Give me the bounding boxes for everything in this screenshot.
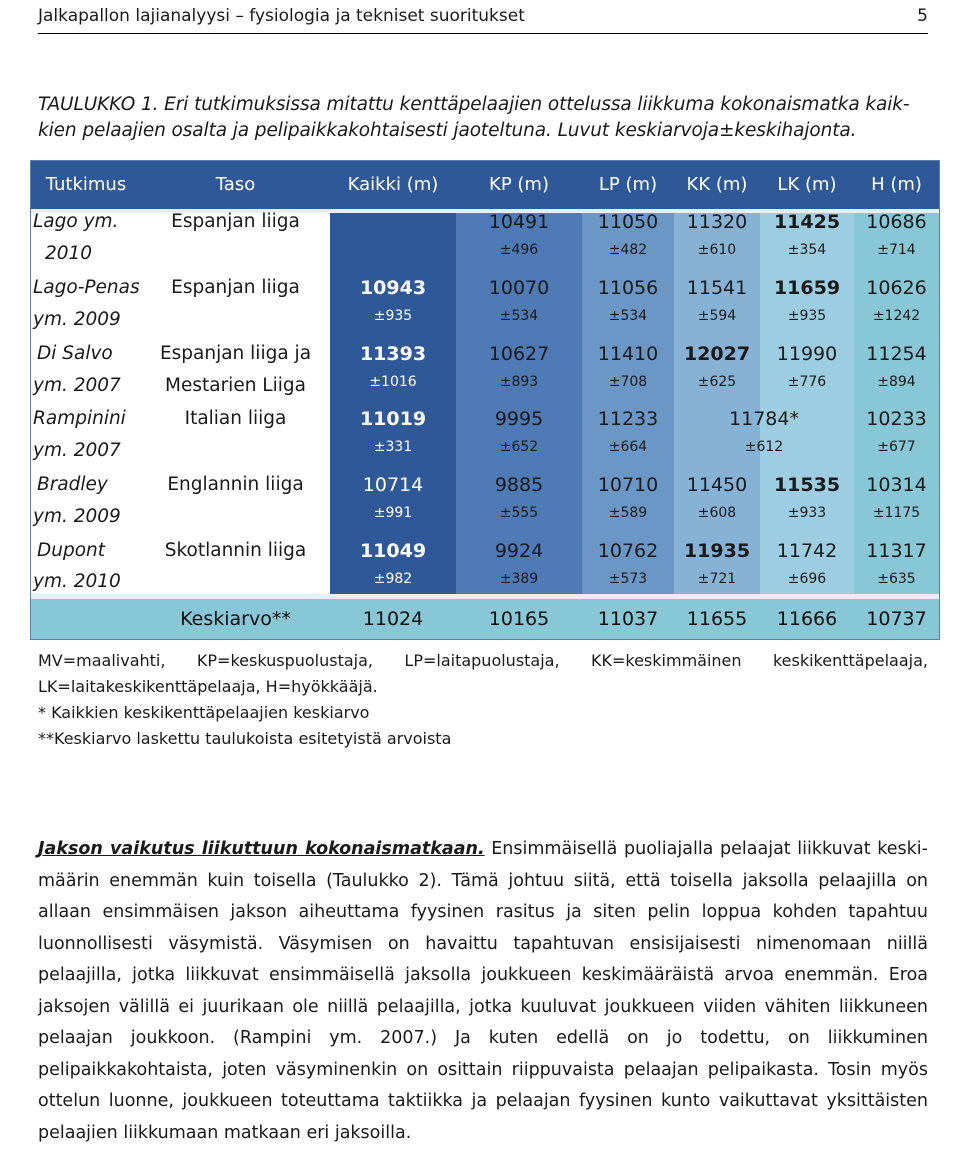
row-2-kp: 10070 — [488, 277, 550, 299]
row-6-kk: 11935 — [683, 540, 751, 562]
footer-lp: 11037 — [597, 608, 659, 630]
row-4-h: 10233 — [866, 408, 927, 430]
row-2-study-line-1: Lago-Penas — [33, 277, 140, 298]
row-3-kk: 12027 — [683, 343, 751, 365]
row-4-kaikki: 11019 — [359, 408, 427, 430]
caption-line-2: kien pelaajien osalta ja pelipaikkakohtaisesti jaoteltuna. Luvut keskiarvoja±keskihajonta. — [38, 120, 857, 141]
row-5-kk-sd: ±608 — [697, 505, 737, 521]
row-3-kp-sd: ±893 — [499, 374, 539, 390]
header-lk: LK (m) — [777, 174, 837, 195]
row-2-kk-sd: ±594 — [697, 308, 737, 324]
row-2-h-sd: ±1242 — [872, 308, 921, 324]
row-6-kp: 9924 — [494, 540, 544, 562]
header-title: Jalkapallon lajianalyysi – fysiologia ja tekniset suoritukset — [38, 6, 525, 26]
row-2-level: Espanjan liiga — [171, 277, 300, 298]
col-bg-kp — [456, 213, 582, 594]
row-4-study-line-1: Rampinini — [33, 408, 126, 429]
footer-h: 10737 — [866, 608, 927, 630]
footer-lk: 11666 — [776, 608, 838, 630]
row-4-lp: 11233 — [597, 408, 659, 430]
row-2-kp-sd: ±534 — [499, 308, 539, 324]
row-3-lp: 11410 — [597, 343, 659, 365]
row-5-level: Englannin liiga — [167, 474, 304, 495]
note-kp: KP=keskuspuolustaja, — [196, 651, 373, 670]
row-5-lp: 10710 — [597, 474, 659, 496]
row-1-kk: 11320 — [686, 211, 748, 233]
header-kaikki: Kaikki (m) — [347, 174, 439, 195]
paragraph-lead: Jakson vaikutus liikuttuun kokonaismatkaan. — [38, 839, 485, 859]
row-1-study-line-2: 2010 — [45, 243, 93, 264]
notes-line-4: **Keskiarvo laskettu taulukoista esitetyistä arvoista — [38, 729, 452, 748]
row-5-kaikki: 10714 — [362, 474, 424, 496]
col-bg-kk — [674, 213, 760, 594]
row-5-kp-sd: ±555 — [499, 505, 539, 521]
row-1-h-sd: ±714 — [877, 242, 916, 258]
row-4-lp-sd: ±664 — [608, 439, 648, 455]
row-3-level-line-2: Mestarien Liiga — [165, 375, 306, 396]
row-2-lp-sd: ±534 — [608, 308, 648, 324]
row-3-lk: 11990 — [776, 343, 838, 365]
data-table — [30, 160, 940, 640]
col-bg-lp — [582, 213, 674, 594]
row-1-study-line-1: Lago ym. — [33, 211, 119, 232]
row-1-lk-sd: ±354 — [787, 242, 827, 258]
header-kp: KP (m) — [489, 174, 549, 195]
row-4-kp-sd: ±652 — [499, 439, 539, 455]
row-2-lk: 11659 — [773, 277, 841, 299]
row-2-study-line-2: ym. 2009 — [33, 309, 121, 330]
row-4-kk-lk-merged-sd: ±612 — [744, 439, 784, 455]
paragraph-text: Ensimmäisellä puoliajalla pelaajat liikkuvat keskimäärin enemmän kuin toisella (Taulukko 2). Tämä johtuu siitä, että toisella jaksolla pelaajilla on allaan ensimmäisen jakson aiheuttama fyysinen rasitus ja siten pelin loppua kohden tapahtuu luonnollisesti väsymistä. Väsymisen on havaittu tapahtuvan ensisijaisesti nimenomaan niillä pelaajilla, jotka liikkuvat ensimmäisellä jaksolla joukkueen keskimääräistä arvoa enemmän. Eroa jaksojen välillä ei juurikaan ole niillä pelaajilla, jotka kuuluvat joukkueen viiden vähiten liikkuneen pelaajan joukkoon. (Rampini ym. 2007.) Ja kuten edellä on jo todettu, on liikkuminen pelipaikkakohtaista, joten väsyminenkin on osittain riippuvaista pelaajan pelipaikasta. Tosin myös ottelun luonne, joukkueen toteuttama taktiikka ja pelaajan fyysinen kunto vaikuttavat yksittäisten pelaajien liikkumaan matkaan eri jaksoilla. — [38, 839, 928, 1143]
row-5-kp: 9885 — [494, 474, 544, 496]
row-5-kaikki-sd: ±991 — [373, 505, 413, 521]
row-3-study-line-2: ym. 2007 — [33, 375, 121, 396]
row-6-h-sd: ±635 — [877, 571, 916, 587]
row-6-lp: 10762 — [597, 540, 659, 562]
page-number: 5 — [917, 6, 928, 26]
row-2-lp: 11056 — [597, 277, 659, 299]
footer-kaikki: 11024 — [362, 608, 424, 630]
row-5-study-line-1: Bradley — [37, 474, 108, 495]
row-4-kp: 9995 — [494, 408, 544, 430]
row-3-h: 11254 — [866, 343, 927, 365]
row-1-level: Espanjan liiga — [171, 211, 300, 232]
header-h: H (m) — [871, 174, 922, 195]
row-1-kk-sd: ±610 — [697, 242, 737, 258]
row-6-lk-sd: ±696 — [787, 571, 827, 587]
row-4-study-line-2: ym. 2007 — [33, 440, 121, 461]
table-caption — [38, 92, 928, 144]
notes-line-3: * Kaikkien keskikenttäpelaajien keskiarvo — [38, 703, 370, 722]
row-3-kp: 10627 — [488, 343, 550, 365]
header-rule — [38, 33, 928, 34]
row-6-study-line-2: ym. 2010 — [33, 571, 121, 592]
note-kk-cont: keskikenttäpelaaja, — [772, 651, 928, 670]
note-mv: MV=maalivahti, — [38, 651, 166, 670]
row-5-kk: 11450 — [686, 474, 748, 496]
row-6-level: Skotlannin liiga — [164, 540, 307, 561]
row-3-study-line-1: Di Salvo — [37, 343, 113, 364]
row-1-lp-sd: ±482 — [608, 242, 648, 258]
row-3-kaikki-sd: ±1016 — [369, 374, 417, 390]
note-kk: KK=keskimmäinen — [591, 651, 742, 670]
row-6-lp-sd: ±573 — [608, 571, 648, 587]
footer-kp: 10165 — [488, 608, 550, 630]
row-5-lk: 11535 — [773, 474, 841, 496]
row-5-lp-sd: ±589 — [608, 505, 648, 521]
header-tutkimus: Tutkimus — [45, 174, 127, 195]
row-1-lk: 11425 — [773, 211, 841, 233]
col-bg-kaikki — [330, 213, 456, 594]
row-2-h: 10626 — [866, 277, 927, 299]
footer-kk: 11655 — [686, 608, 748, 630]
row-6-kk-sd: ±721 — [697, 571, 737, 587]
row-6-kp-sd: ±389 — [499, 571, 539, 587]
notes-line-2: LK=laitakeskikenttäpelaaja, H=hyökkääjä. — [38, 677, 378, 696]
col-bg-h — [854, 213, 939, 594]
row-2-kaikki: 10943 — [359, 277, 427, 299]
body-paragraph — [38, 834, 928, 1149]
row-5-h-sd: ±1175 — [872, 505, 921, 521]
notes-line-1 — [38, 648, 928, 674]
row-3-h-sd: ±894 — [877, 374, 916, 390]
row-4-kk-lk-merged: 11784* — [729, 408, 799, 430]
header-kk: KK (m) — [686, 174, 748, 195]
row-4-kaikki-sd: ±331 — [373, 439, 413, 455]
row-5-h: 10314 — [866, 474, 927, 496]
footer-label: Keskiarvo** — [180, 608, 291, 630]
page-header — [38, 2, 928, 36]
row-1-h: 10686 — [866, 211, 927, 233]
row-3-kaikki: 11393 — [359, 343, 427, 365]
header-taso: Taso — [215, 174, 256, 195]
row-6-h: 11317 — [866, 540, 927, 562]
row-3-level-line-1: Espanjan liiga ja — [159, 343, 312, 364]
row-1-kp: 10491 — [488, 211, 550, 233]
row-4-level: Italian liiga — [184, 408, 287, 429]
note-lp: LP=laitapuolustaja, — [404, 651, 560, 670]
row-6-lk: 11742 — [776, 540, 838, 562]
row-3-lk-sd: ±776 — [787, 374, 827, 390]
row-6-kaikki-sd: ±982 — [373, 571, 413, 587]
row-2-kaikki-sd: ±935 — [373, 308, 413, 324]
caption-line-1: TAULUKKO 1. Eri tutkimuksissa mitattu kenttäpelaajien ottelussa liikkuma kokonaismatka kaik- — [38, 94, 910, 115]
row-2-kk: 11541 — [686, 277, 748, 299]
row-5-study-line-2: ym. 2009 — [33, 506, 121, 527]
row-2-lk-sd: ±935 — [787, 308, 827, 324]
header-lp: LP (m) — [598, 174, 658, 195]
row-6-kaikki: 11049 — [359, 540, 427, 562]
row-4-h-sd: ±677 — [877, 439, 916, 455]
row-1-lp: 11050 — [597, 211, 659, 233]
col-bg-lk — [760, 213, 854, 594]
row-3-kk-sd: ±625 — [697, 374, 737, 390]
row-1-kp-sd: ±496 — [499, 242, 539, 258]
table-notes — [38, 648, 928, 752]
row-6-study-line-1: Dupont — [37, 540, 106, 561]
row-5-lk-sd: ±933 — [787, 505, 827, 521]
row-3-lp-sd: ±708 — [608, 374, 648, 390]
